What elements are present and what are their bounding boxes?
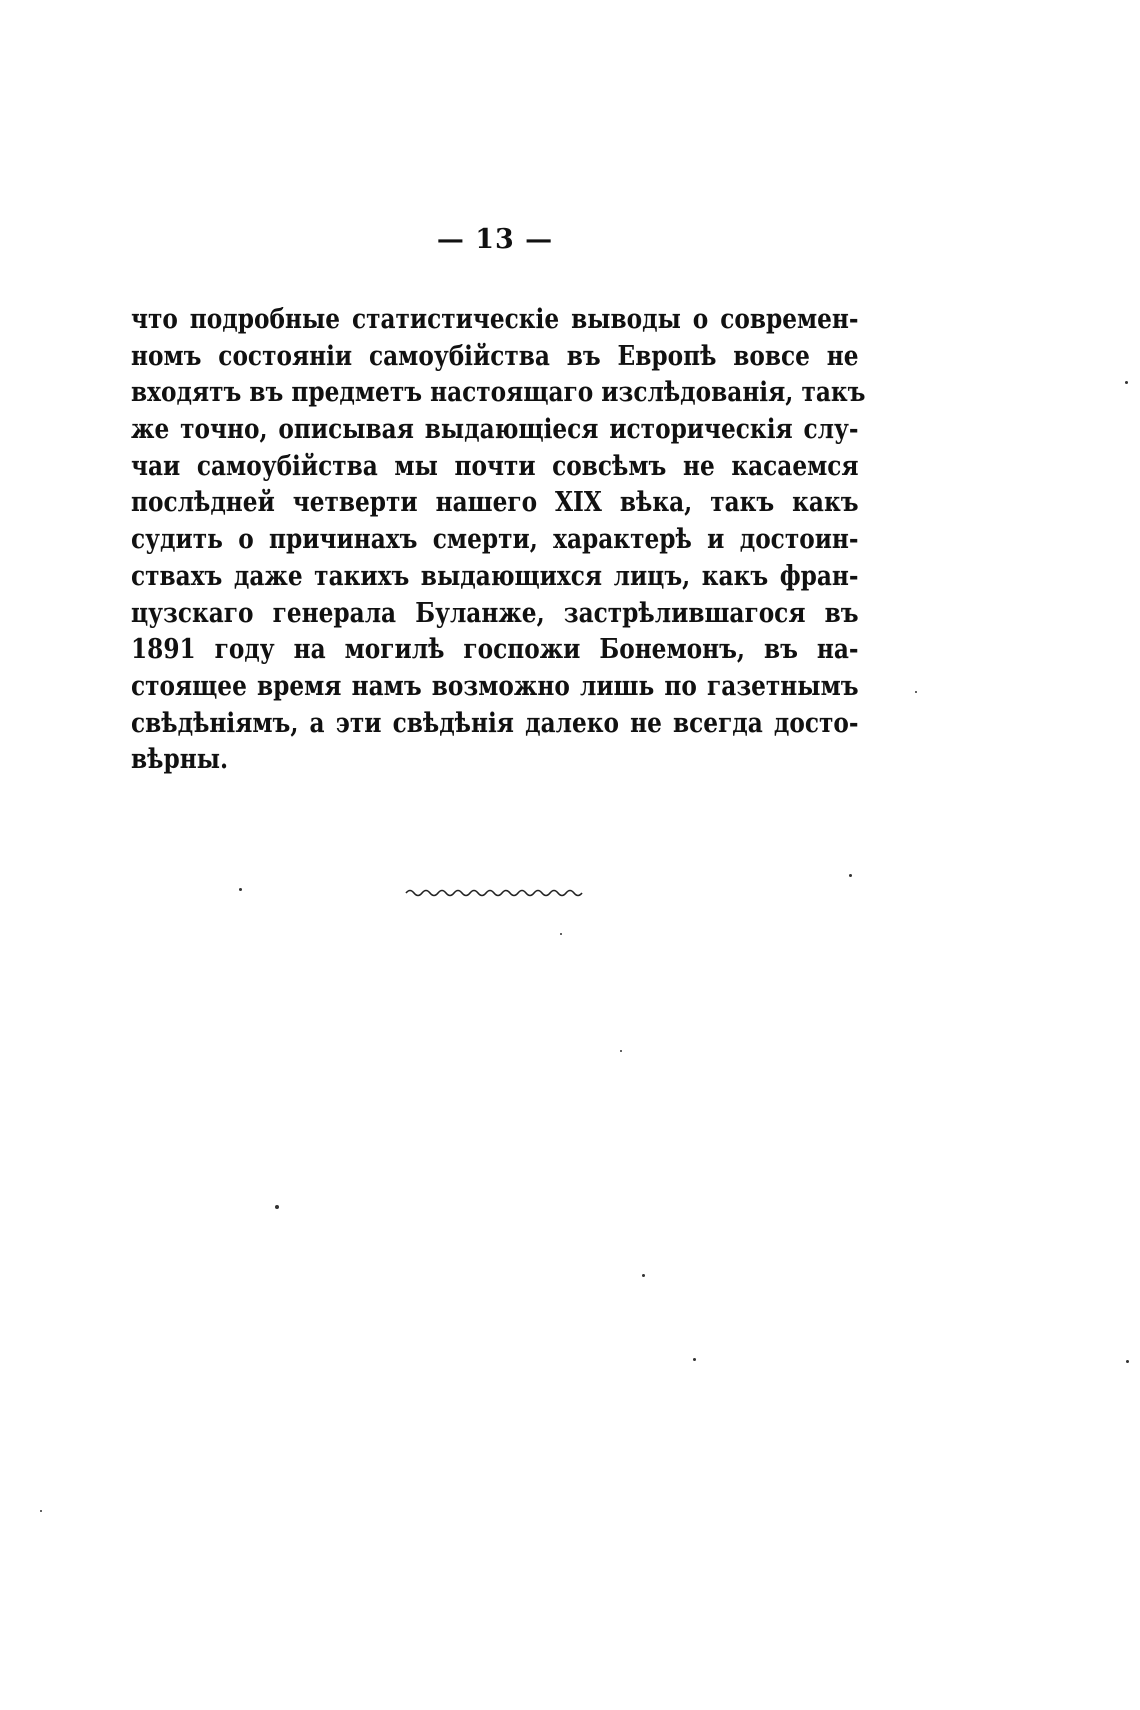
text-line-last: вѣрны. bbox=[131, 744, 229, 776]
text-line: 1891 году на могилѣ госпожи Бонемонъ, въ на- bbox=[131, 634, 859, 666]
text-line: стоящее время намъ возможно лишь по газетнымъ bbox=[131, 670, 859, 702]
page-number: — 13 — bbox=[436, 224, 554, 255]
text-line: судить о причинахъ смерти, характерѣ и достоин- bbox=[131, 524, 859, 556]
text-line: номъ состоянiи самоубiйства въ Европѣ вовсе не bbox=[131, 340, 859, 372]
scan-speck bbox=[915, 691, 917, 693]
text-line: ствахъ даже такихъ выдающихся лицъ, какъ фран- bbox=[131, 560, 859, 592]
scan-speck bbox=[40, 1510, 42, 1512]
scan-speck bbox=[642, 1274, 645, 1277]
text-line: чаи самоубiйства мы почти совсѣмъ не касаемся bbox=[131, 450, 859, 482]
scan-speck bbox=[1125, 381, 1128, 384]
scan-speck bbox=[620, 1050, 622, 1052]
scan-speck bbox=[275, 1205, 279, 1209]
body-paragraph bbox=[131, 302, 866, 779]
text-line: же точно, описывая выдающiеся историческiя слу- bbox=[131, 414, 859, 446]
text-line: входятъ въ предметъ настоящаго изслѣдованiя, такъ bbox=[131, 377, 866, 409]
scan-speck bbox=[560, 933, 562, 935]
text-line: послѣдней четверти нашего XIX вѣка, такъ какъ bbox=[131, 487, 859, 519]
text-line: что подробные статистическiе выводы о современ- bbox=[131, 304, 859, 335]
text-line: цузскаго генерала Буланже, застрѣлившагося въ bbox=[131, 597, 859, 629]
text-line: свѣдѣнiямъ, а эти свѣдѣнiя далеко не всегда досто- bbox=[131, 707, 859, 739]
scan-speck bbox=[239, 888, 242, 891]
scan-speck bbox=[693, 1358, 696, 1361]
scan-speck bbox=[849, 874, 852, 877]
wavy-divider-ornament bbox=[404, 886, 584, 900]
scan-speck bbox=[1126, 1360, 1129, 1363]
